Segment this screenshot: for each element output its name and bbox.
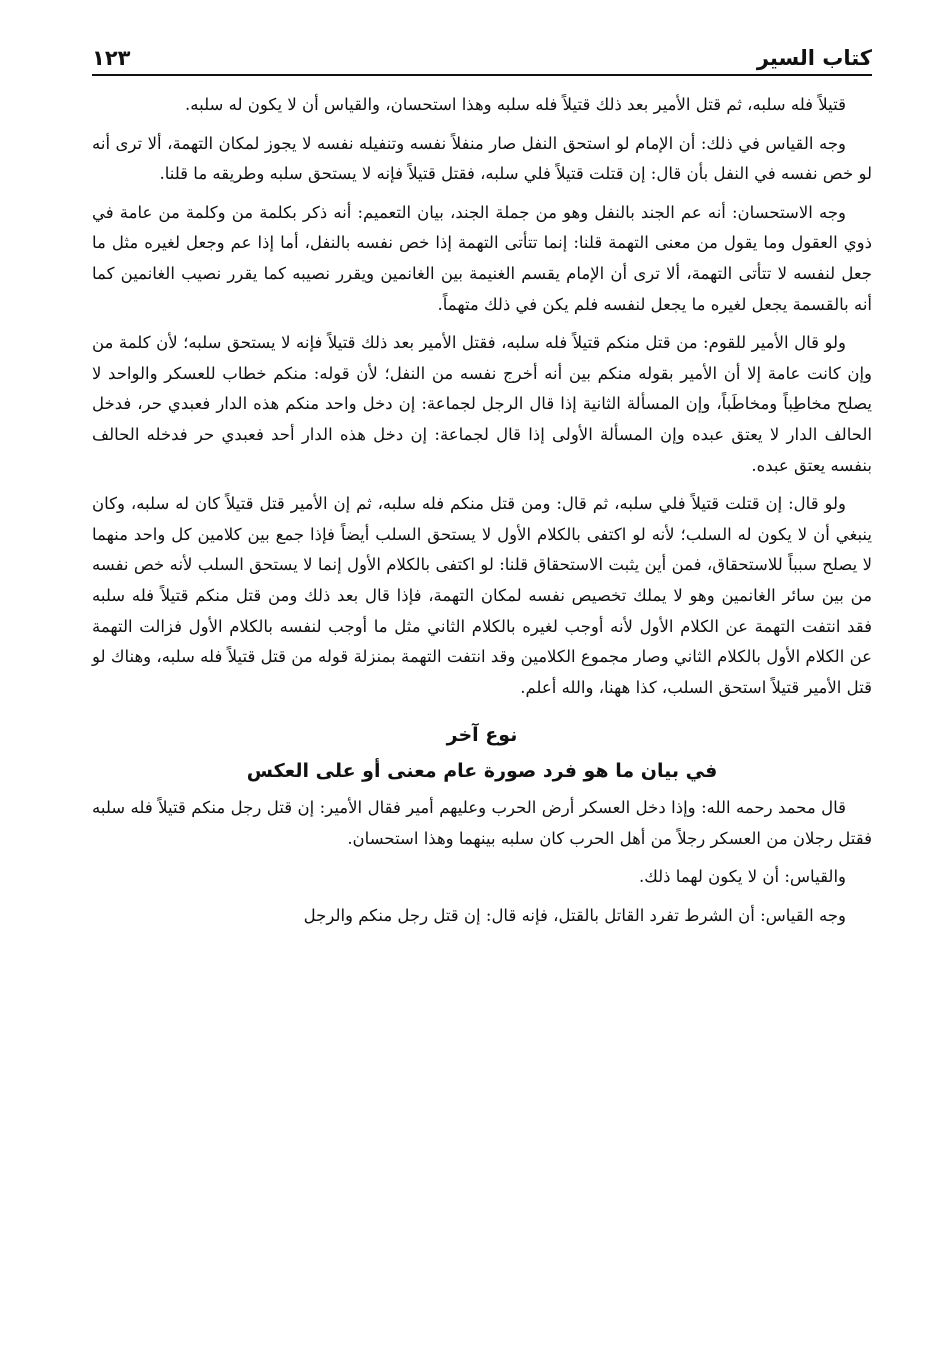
- paragraph-muhammad: قال محمد رحمه الله: وإذا دخل العسكر أرض الحرب وعليهم أمير فقال الأمير: إن قتل رجل منكم قتيلاً فله سلبه فقتل رجلان من العسكر رجلاً من أهل الحرب كان سلبه بينهما وهذا استحسان.: [92, 798, 872, 848]
- running-header: [92, 36, 872, 76]
- book-title: كتاب السير: [756, 46, 872, 70]
- paragraph-two-statements: ولو قال: إن قتلت قتيلاً فلي سلبه، ثم قال: ومن قتل منكم فله سلبه، ثم إن الأمير قتل قتيلاً كان له سلبه، وكان ينبغي أن لا يكون له السلب؛ لأنه لو اكتفى بالكلام الأول لا يستحق السلب أيضاً فإذا جمع بين كلامين كل واحد منهما لا يصلح سبباً للاستحقاق، فمن أين يثبت الاستحقاق قلنا: لو اكتفى بالكلام الأول إنما لا يستحق السلب لأنه خص نفسه من بين سائر الغانمين وهو لا يملك تخصيص نفسه لمكان التهمة، فإذا قال بعد ذلك ومن قتل منكم قتيلاً فله سلبه فقد انتفت التهمة عن الكلام الأول لأنه أوجب لغيره بالكلام الثاني مثل ما أوجب لنفسه بالكلام الأول فزالت التهمة عن الكلام الأول بالكلام الثاني وصار مجموع الكلامين وقد انتفت التهمة بمنزلة قوله من قتل قتيلاً فله سلبه، وهناك لو قتل الأمير قتيلاً استحق السلب، كذا ههنا، والله أعلم.: [92, 494, 872, 697]
- section-subtitle: في بيان ما هو فرد صورة عام معنى أو على العكس: [246, 760, 718, 783]
- section-title: نوع آخر: [446, 724, 518, 747]
- page-body: [92, 90, 872, 940]
- paragraph-continuation: قتيلاً فله سلبه، ثم قتل الأمير بعد ذلك قتيلاً فله سلبه وهذا استحسان، والقياس أن لا يكون له سلبه.: [185, 95, 846, 114]
- page-number: ١٢٣: [92, 46, 131, 70]
- paragraph-istihsan: وجه الاستحسان: أنه عم الجند بالنفل وهو من جملة الجند، بيان التعميم: أنه ذكر بكلمة من وكلمة من عامة في ذوي العقول وما يقول من معنى التهمة قلنا: إنما تتأتى التهمة إذا خص نفسه بالنفل، أما إذا عم وجعل لغيره مثل ما جعل لنفسه لا تتأتى التهمة، ألا ترى أن الإمام يقسم الغنيمة بين الغانمين ويقرر نصيبه كما يقرر نصيب الغانمين كما أنه بالقسمة يجعل لغيره ما يجعل لنفسه فلم يكن في ذلك متهماً.: [92, 202, 872, 314]
- paragraph-minkum: ولو قال الأمير للقوم: من قتل منكم قتيلاً فله سلبه، فقتل الأمير بعد ذلك قتيلاً فإنه لا يستحق سلبه؛ لأن كلمة من وإن كانت عامة إلا أن الأمير بقوله منكم بين أنه أخرج نفسه من النفل؛ لأن قوله: منكم خطاب للعسكر والواحد لا يصلح مخاطِباً ومخاطَباً، وإن المسألة الثانية إذا قال الرجل لجماعة: إن دخل واحد منكم هذه الدار فعبدي حر، فدخل الحالف الدار لا يعتق عبده وإن المسألة الأولى إذا قال لجماعة: إن دخل هذه الدار أحد فعبدي حر فدخله الحالف بنفسه يعتق عبده.: [92, 333, 872, 475]
- paragraph-qiyas: وجه القياس في ذلك: أن الإمام لو استحق النفل صار منفلاً نفسه وتنفيله نفسه لا يجوز لمكان التهمة، ألا ترى أنه لو خص نفسه في النفل بأن قال: إن قتلت قتيلاً فلي سلبه، فقتل قتيلاً فإنه لا يستحق سلبه وطريقه ما قلنا.: [92, 133, 872, 184]
- paragraph-qiyas-short: والقياس: أن لا يكون لهما ذلك.: [638, 867, 846, 887]
- paragraph-qiyas-reason: وجه القياس: أن الشرط تفرد القاتل بالقتل، فإنه قال: إن قتل رجل منكم والرجل: [303, 906, 846, 926]
- document-page: [92, 0, 872, 1369]
